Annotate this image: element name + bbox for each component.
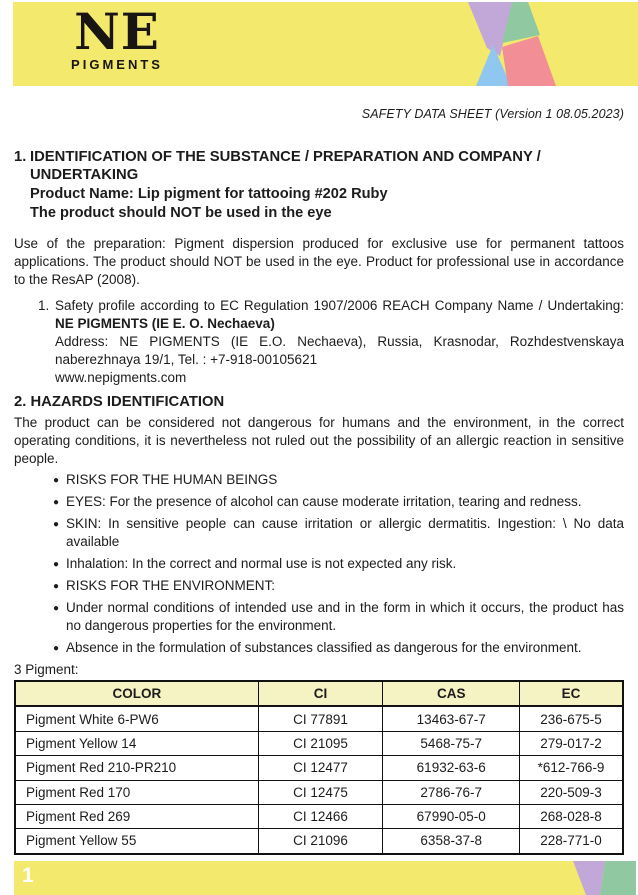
table-cell: Pigment Yellow 14 — [15, 731, 258, 755]
company-address: Address: NE PIGMENTS (IE E.O. Nechaeva), Russia, Krasnodar, Rozhdestvenskaya naberezhnaya 19/1, Tel. : +7-918-00105621 — [55, 334, 624, 367]
table-cell: Pigment White 6-PW6 — [15, 706, 258, 731]
table-cell: CI 77891 — [258, 706, 383, 731]
list-number: 1. — [38, 298, 50, 313]
table-row — [15, 780, 623, 804]
product-name-line: Product Name: Lip pigment for tattooing #202 Ruby — [30, 186, 388, 202]
safety-profile-lead: Safety profile according to EC Regulation 1907/2006 REACH Company Name / Undertaking: — [55, 298, 624, 313]
table-cell: 6358-37-8 — [383, 829, 520, 854]
column-header-cas: CAS — [383, 681, 520, 706]
table-cell: 236-675-5 — [520, 706, 623, 731]
list-item: ● Under normal conditions of intended use and in the form in which it occurs, the product has no dangerous properties for the environment. — [53, 599, 624, 635]
page-number: 1 — [22, 864, 34, 887]
table-cell: 228-771-0 — [520, 829, 623, 854]
table-cell: 61932-63-6 — [383, 756, 520, 780]
table-cell: CI 21095 — [258, 731, 383, 755]
table-cell: Pigment Yellow 55 — [15, 829, 258, 854]
table-cell: CI 12477 — [258, 756, 383, 780]
table-cell: 268-028-8 — [520, 804, 623, 828]
hazards-intro-paragraph: The product can be considered not dangerous for humans and the environment, in the correct operating conditions, it is nevertheless not ruled out the possibility of an allergic reaction in sensitive people. — [14, 415, 624, 466]
table-cell: 279-017-2 — [520, 731, 623, 755]
table-header-row — [15, 681, 623, 706]
section2-heading: 2. HAZARDS IDENTIFICATION — [14, 394, 225, 410]
list-item: ● RISKS FOR THE HUMAN BEINGS — [53, 471, 624, 489]
company-website: www.nepigments.com — [55, 370, 187, 385]
list-item: ● Inhalation: In the correct and normal use is not expected any risk. — [53, 555, 624, 573]
table-row — [15, 756, 623, 780]
footer-banner — [14, 861, 636, 895]
hazards-bullet-list — [14, 471, 624, 657]
table-cell: CI 12466 — [258, 804, 383, 828]
purple-trapezoid-shape — [573, 861, 605, 895]
list-item: ● Absence in the formulation of substances classified as dangerous for the environment. — [53, 639, 624, 657]
use-paragraph: Use of the preparation: Pigment dispersion produced for exclusive use for permanent tattoos applications. The product should NOT be used in the eye. Product for professional use in accordance to the ResAP (2008). — [14, 236, 624, 287]
safety-profile-item — [38, 297, 624, 387]
table-cell: Pigment Red 170 — [15, 780, 258, 804]
list-item: ● EYES: For the presence of alcohol can cause moderate irritation, tearing and redness. — [53, 493, 624, 511]
brand-subtitle: PIGMENTS — [71, 57, 163, 72]
pigment-count-label: 3 Pigment: — [14, 662, 79, 677]
green-quad-shape — [600, 861, 636, 895]
table-cell: 5468-75-7 — [383, 731, 520, 755]
brand-name: NE — [74, 2, 160, 61]
table-cell: 2786-76-7 — [383, 780, 520, 804]
column-header-color: COLOR — [15, 681, 258, 706]
list-item: ● RISKS FOR THE ENVIRONMENT: — [53, 577, 624, 595]
doc-title: SAFETY DATA SHEET (Version 1 08.05.2023) — [361, 107, 624, 121]
table-row — [15, 706, 623, 731]
table-cell: 220-509-3 — [520, 780, 623, 804]
table-cell: CI 21096 — [258, 829, 383, 854]
company-name-bold: NE PIGMENTS (IE E. O. Nechaeva) — [55, 316, 275, 331]
section1-heading — [14, 148, 624, 184]
list-item: ● SKIN: In sensitive people can cause irritation or allergic dermatitis. Ingestion: \ No data available — [53, 515, 624, 551]
table-cell: 67990-05-0 — [383, 804, 520, 828]
table-cell: CI 12475 — [258, 780, 383, 804]
table-cell: *612-766-9 — [520, 756, 623, 780]
safety-profile-text — [55, 297, 624, 387]
column-header-ec: EC — [520, 681, 623, 706]
table-cell: 13463-67-7 — [383, 706, 520, 731]
table-cell: Pigment Red 269 — [15, 804, 258, 828]
table-row — [15, 804, 623, 828]
section1-number: 1. — [14, 149, 27, 165]
brand-logo — [57, 2, 177, 72]
document-body — [14, 106, 624, 855]
table-cell: Pigment Red 210-PR210 — [15, 756, 258, 780]
footer-decorative-shapes — [566, 861, 636, 895]
column-header-ci: CI — [258, 681, 383, 706]
section1-title: IDENTIFICATION OF THE SUBSTANCE / PREPARATION AND COMPANY / UNDERTAKING — [30, 149, 541, 183]
table-row — [15, 829, 623, 854]
header-decorative-shapes — [440, 2, 638, 86]
eye-warning-line: The product should NOT be used in the eye — [30, 205, 332, 221]
pink-quad-shape — [502, 36, 556, 86]
table-row — [15, 731, 623, 755]
pigment-table — [14, 680, 624, 855]
